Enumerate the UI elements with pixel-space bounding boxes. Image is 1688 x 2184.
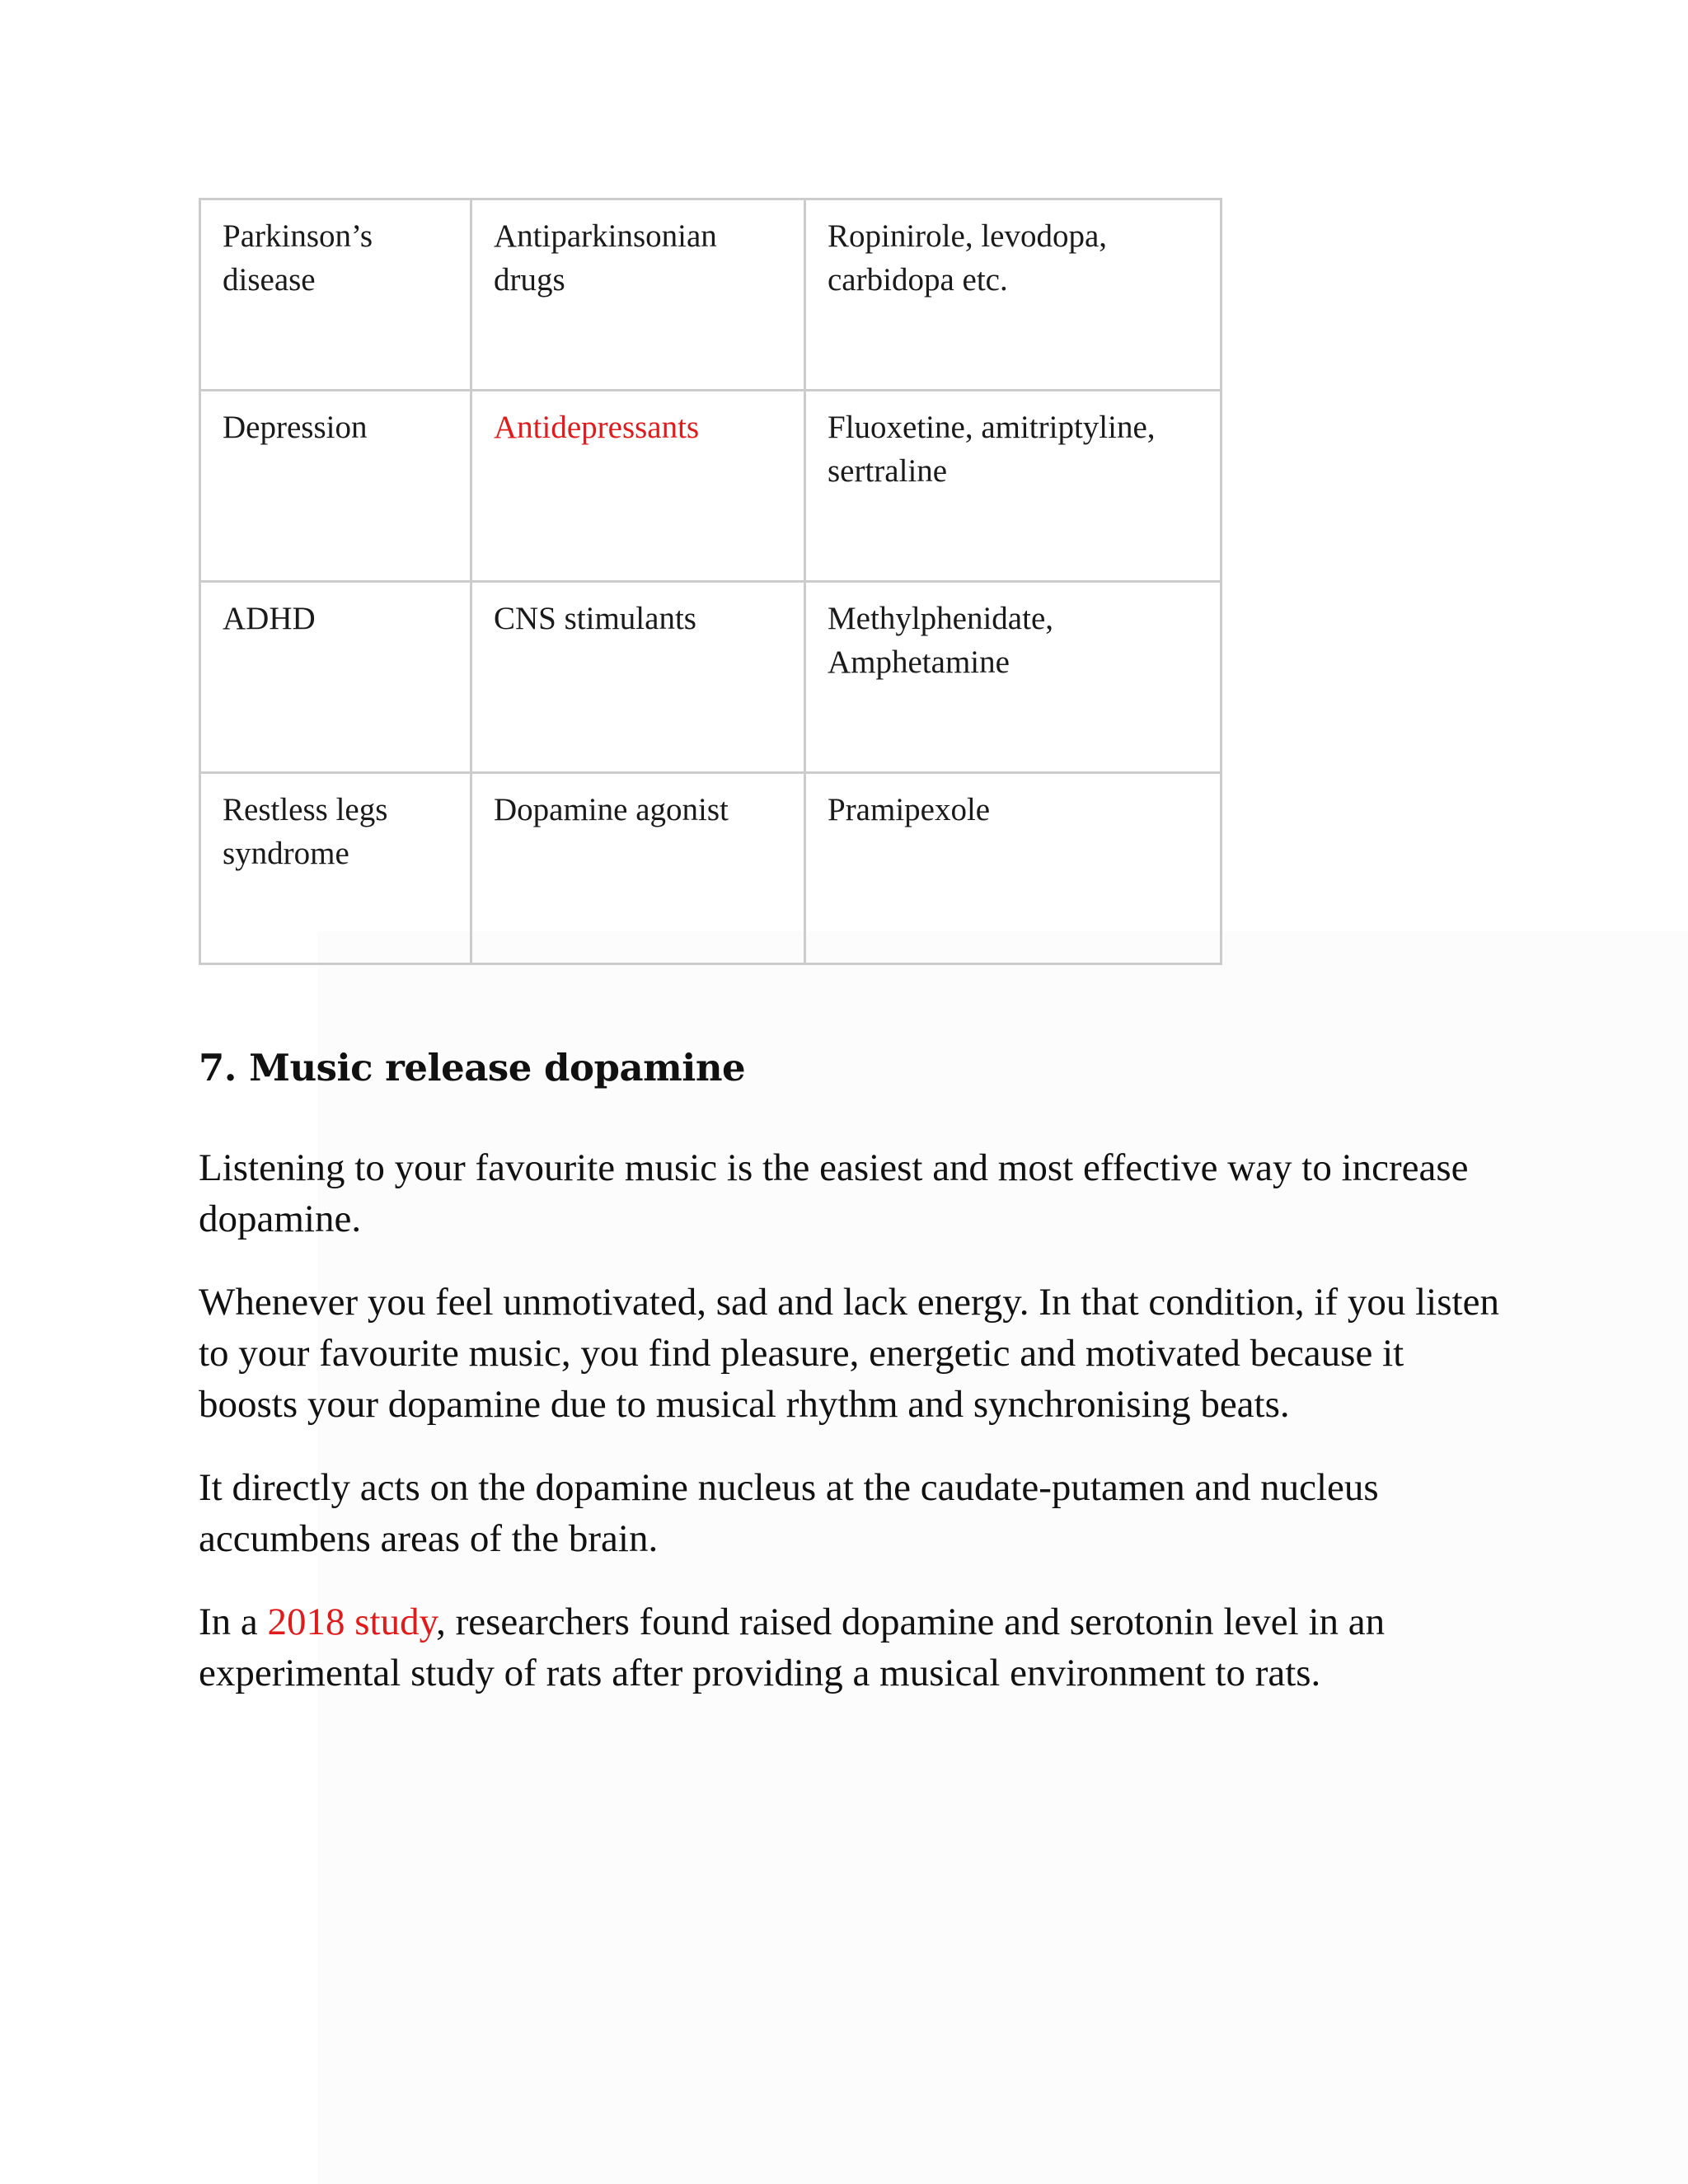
table-row xyxy=(200,391,1221,582)
drug-class-cell xyxy=(471,391,805,582)
dopamine-drugs-table xyxy=(199,198,1222,965)
paragraph-music-intro: Listening to your favourite music is the easiest and most effective way to increase dopamine. xyxy=(199,1146,1469,1240)
table-row xyxy=(200,773,1221,964)
section-heading: 7. Music release dopamine xyxy=(199,1046,746,1090)
paragraph-study xyxy=(199,1596,1501,1699)
condition-cell: Restless legs syndrome xyxy=(200,773,471,964)
study-text-before: In a xyxy=(199,1601,268,1643)
examples-cell: Methylphenidate, Amphetamine xyxy=(805,582,1221,773)
article-content xyxy=(199,198,1501,1699)
condition-cell: ADHD xyxy=(200,582,471,773)
table-row xyxy=(200,199,1221,391)
paragraph-brain-areas: It directly acts on the dopamine nucleus at the caudate-putamen and nucleus accumbens areas of the brain. xyxy=(199,1466,1379,1560)
examples-cell: Pramipexole xyxy=(805,773,1221,964)
antidepressants-link[interactable]: Antidepressants xyxy=(494,410,700,445)
examples-cell: Fluoxetine, amitriptyline, sertraline xyxy=(805,391,1221,582)
table-row xyxy=(200,582,1221,773)
drug-class-cell: CNS stimulants xyxy=(471,582,805,773)
drug-class-cell: Dopamine agonist xyxy=(471,773,805,964)
drug-class-cell: Antiparkinsonian drugs xyxy=(471,199,805,391)
condition-cell: Parkinson’s disease xyxy=(200,199,471,391)
study-2018-link[interactable]: 2018 study xyxy=(267,1601,437,1643)
examples-cell: Ropinirole, levodopa, carbidopa etc. xyxy=(805,199,1221,391)
study-text-after: , researchers found raised dopamine and serotonin level in an experimental study of rats after providing a musical environment to rats. xyxy=(199,1601,1386,1694)
paragraph-music-mood: Whenever you feel unmotivated, sad and lack energy. In that condition, if you listen to your favourite music, you find pleasure, energetic and motivated because it boosts your dopamine due to musical rhythm and synchronising beats. xyxy=(199,1281,1499,1426)
condition-cell: Depression xyxy=(200,391,471,582)
